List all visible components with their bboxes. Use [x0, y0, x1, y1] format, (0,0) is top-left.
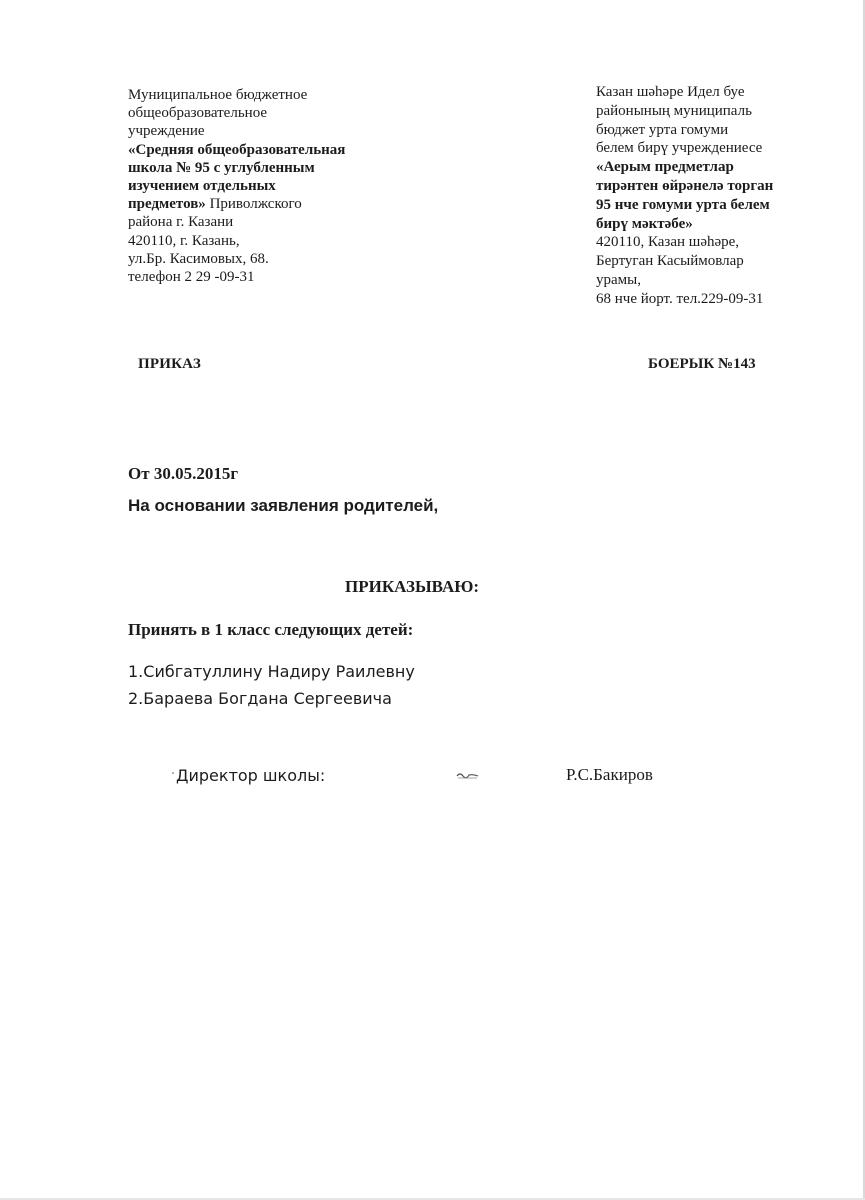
header-left-line: учреждение [128, 123, 205, 140]
header-right-line: Казан шәһәре Идел буе [596, 84, 745, 100]
header-right-address: 420110, Казан шәһәре, [596, 234, 740, 251]
header-left-address: 420110, г. Казань, [128, 232, 240, 249]
header-right-line: белем бирү учреждениесе [596, 140, 763, 157]
header-left-phone: телефон 2 29 -09-31 [128, 269, 255, 286]
director-name: Р.С.Бакиров [566, 765, 653, 784]
header-right-line: бюджет урта гомуми [596, 121, 729, 138]
school-name-line: изучением отдельных [128, 178, 276, 195]
header-right-phone: 68 нче йорт. тел.229-09-31 [596, 290, 764, 307]
order-command: ПРИКАЗЫВАЮ: [345, 577, 480, 596]
list-item: 1.Сибгатуллину Надиру Раилевну [128, 662, 415, 681]
school-header-russian [128, 86, 398, 286]
children-list [128, 658, 415, 712]
signature-title: Директор школы: [176, 766, 326, 785]
scan-speck [172, 772, 174, 774]
header-left-line: общеобразовательное [128, 105, 268, 122]
header-left-address: ул.Бр. Касимовых, 68. [128, 250, 269, 267]
school-name-line-mixed [128, 195, 398, 213]
order-basis: На основании заявления родителей, [128, 496, 439, 515]
header-left-line: Муниципальное бюджетное [128, 87, 308, 103]
school-name-line: школа № 95 с углубленным [128, 159, 315, 176]
order-title: ПРИКАЗ [138, 356, 201, 372]
header-left-address: района г. Казани [128, 214, 234, 231]
school-district-part: Приволжского [205, 196, 302, 213]
school-name-line: «Средняя общеобразовательная [128, 141, 346, 158]
list-item: 2.Бараева Богдана Сергеевича [128, 689, 392, 708]
order-number: БОЕРЫК №143 [648, 356, 756, 372]
order-date: От 30.05.2015г [128, 464, 239, 483]
school-name-tatar-line: бирү мәктәбе» [596, 215, 693, 232]
school-name-tatar-line: тирәнтен өйрәнелә торган [596, 177, 774, 194]
admit-statement: Принять в 1 класс следующих детей: [128, 620, 414, 639]
header-right-line: районының муниципаль [596, 102, 752, 119]
school-name-tatar-line: «Аерым предметлар [596, 159, 734, 176]
header-right-address: Бертуган Касыймовлар [596, 253, 744, 270]
school-name-tatar-line: 95 нче гомуми урта белем [596, 196, 770, 213]
school-name-bold-part: предметов» [128, 196, 206, 213]
school-header-tatar [596, 83, 846, 309]
signature-mark [456, 771, 480, 779]
header-right-address: урамы, [596, 271, 641, 288]
